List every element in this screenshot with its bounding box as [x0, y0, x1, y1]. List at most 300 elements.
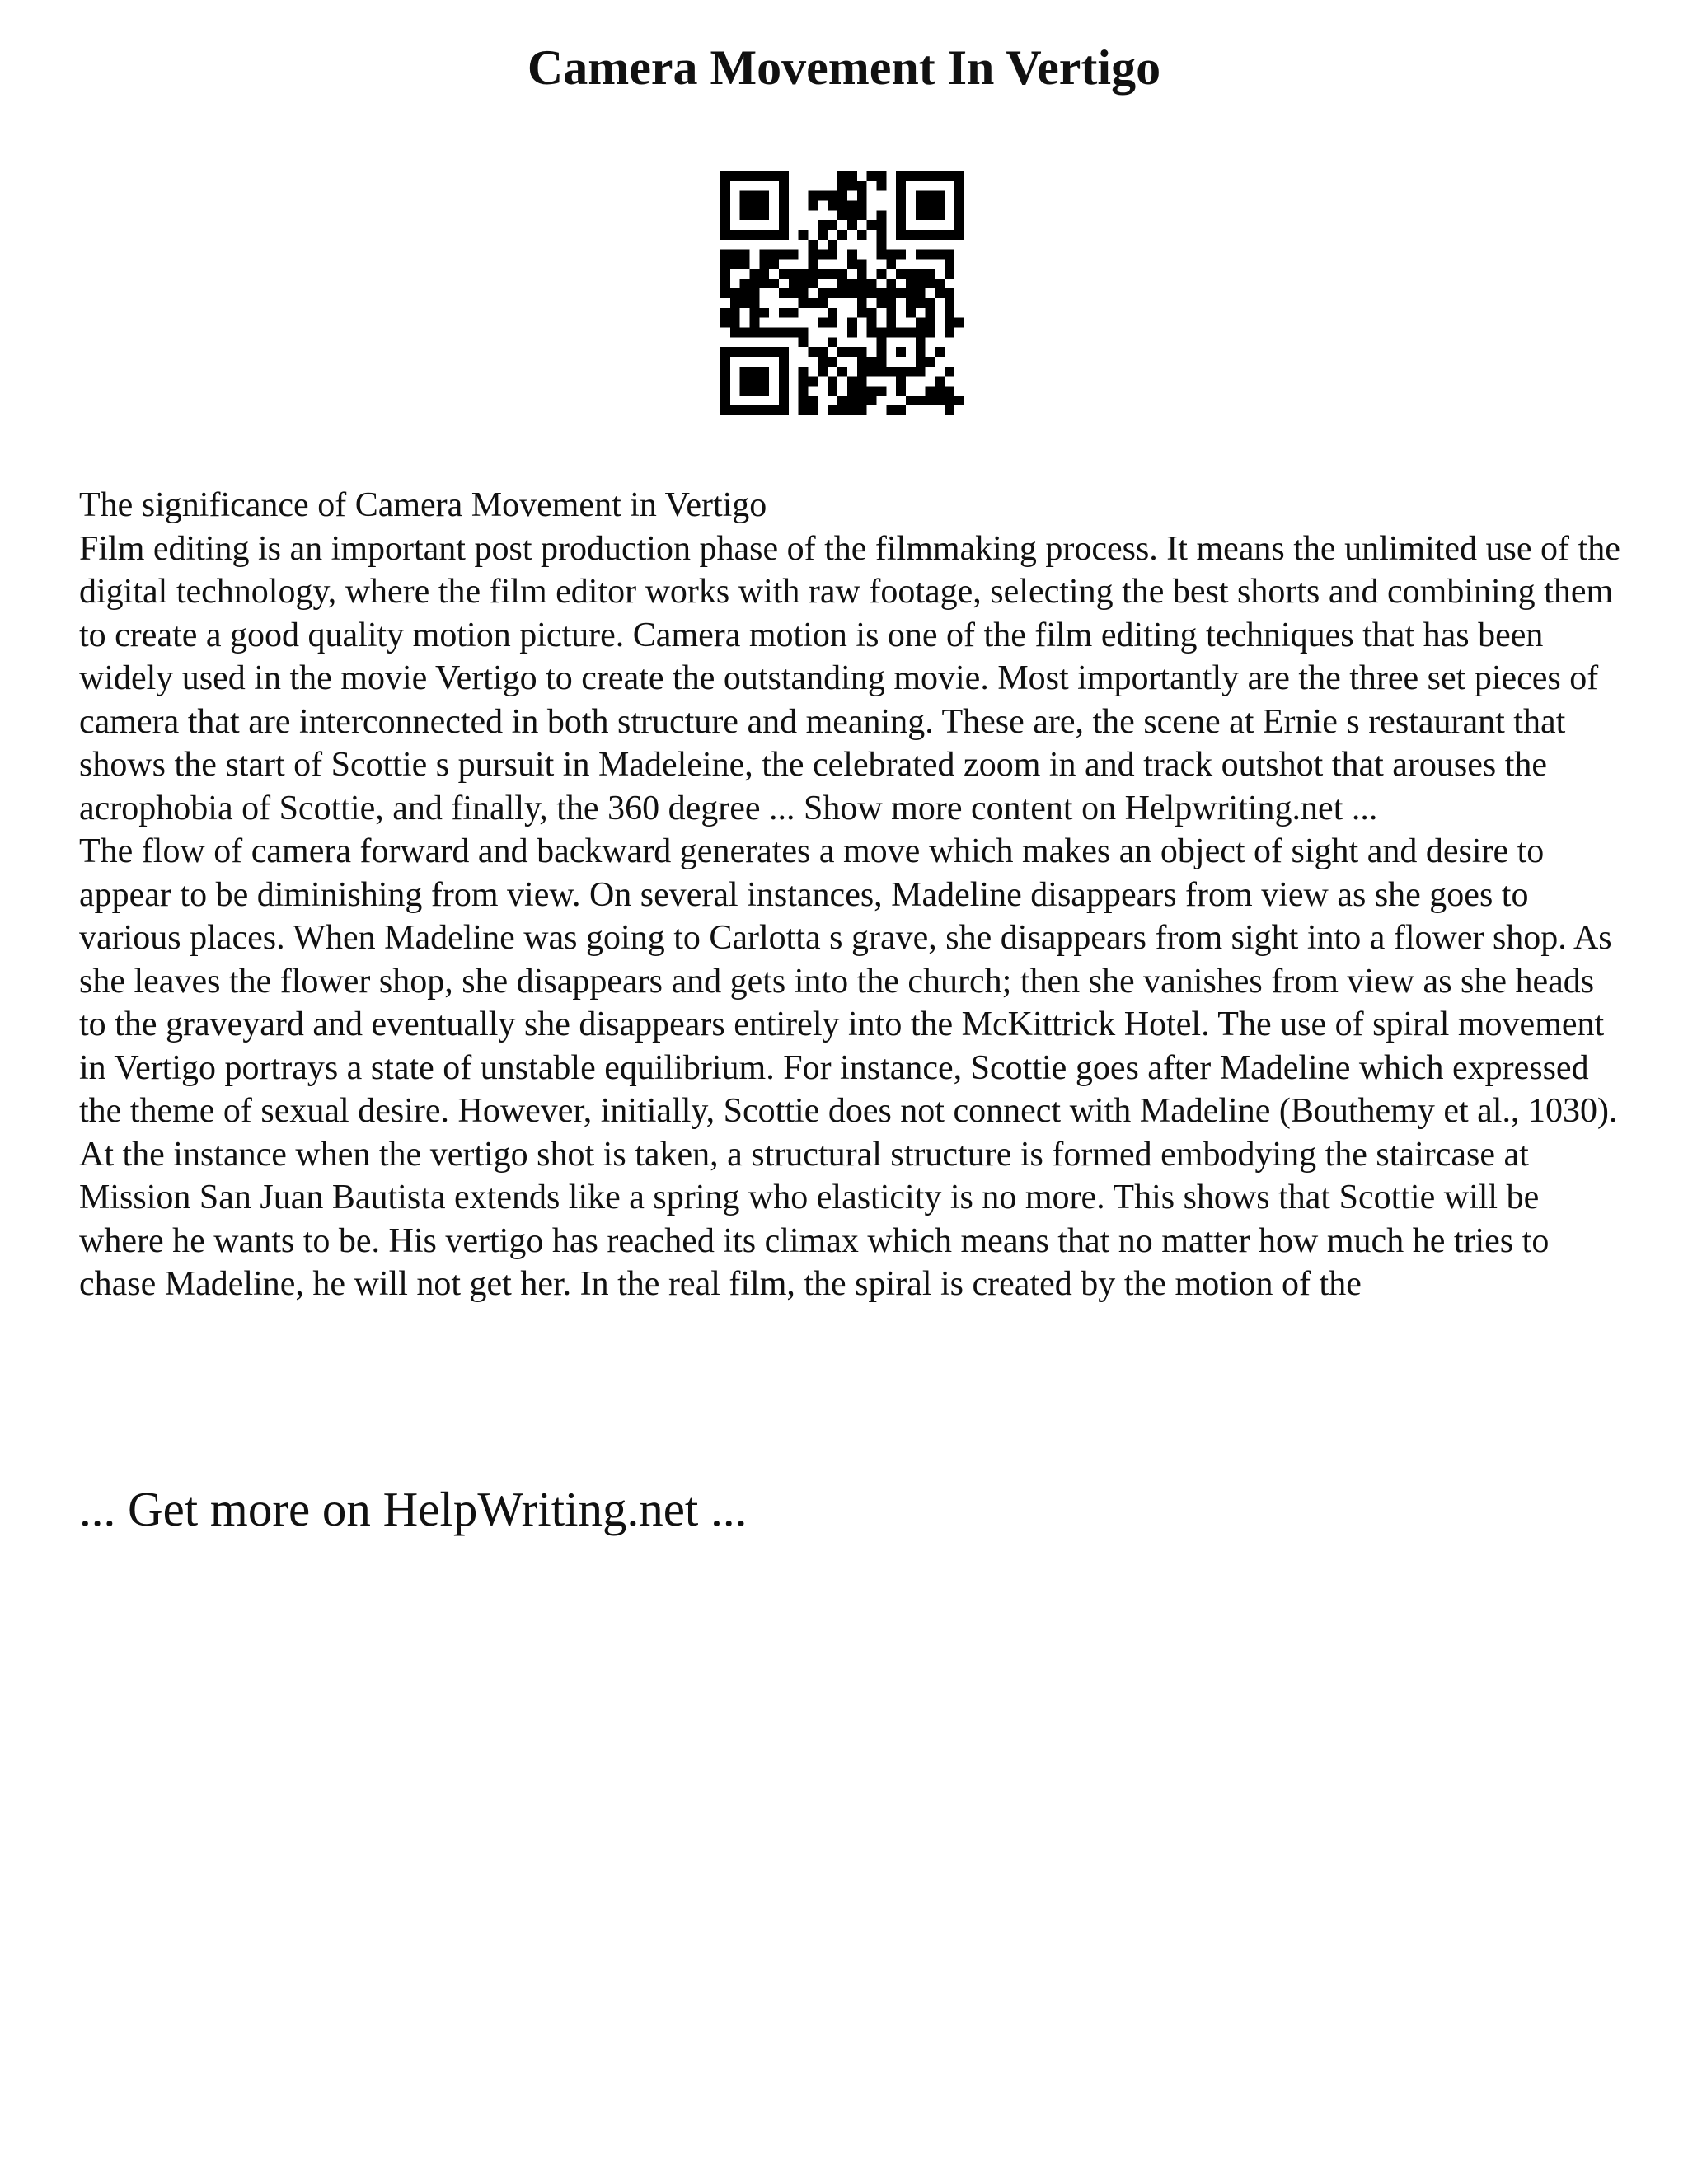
qr-module — [818, 347, 828, 357]
qr-module — [837, 347, 847, 357]
qr-module — [916, 201, 926, 211]
qr-module — [740, 347, 750, 357]
qr-module — [740, 250, 750, 260]
article-heading: The significance of Camera Movement in Vertigo — [79, 486, 767, 524]
qr-module — [945, 308, 954, 318]
qr-module — [818, 357, 828, 367]
qr-module — [945, 298, 954, 308]
qr-module — [720, 260, 730, 269]
qr-module — [926, 298, 935, 308]
qr-module — [759, 405, 769, 415]
qr-module — [896, 367, 906, 377]
qr-module — [886, 318, 896, 328]
qr-module — [906, 269, 916, 279]
qr-module — [916, 191, 926, 201]
qr-module — [759, 367, 769, 377]
qr-module — [935, 386, 945, 396]
qr-module — [809, 396, 818, 405]
qr-module — [886, 288, 896, 298]
qr-module — [809, 298, 818, 308]
qr-module — [837, 279, 847, 288]
qr-module — [926, 327, 935, 337]
qr-module — [857, 298, 867, 308]
qr-module — [876, 386, 886, 396]
qr-module — [876, 220, 886, 230]
qr-module — [876, 367, 886, 377]
paragraph: Film editing is an important post production phase of the filmmaking process. It means the unlimited use of the digital technology, where the film editor works with raw footage, selecting the best shorts and combining them to create a good quality motion picture. Camera motion is one of the film editing techniques that has been widely used in the movie Vertigo to create the outstanding movie. Most importantly are the three set pieces of camera that are interconnected in both structure and meaning. These are, the scene at Ernie s restaurant that shows the start of Scottie s pursuit in Madeleine, the celebrated zoom in and track outshot that arouses the acrophobia of Scottie, and finally, the 360 degree ... Show more content on Helpwriting.net ... — [79, 529, 1620, 827]
qr-module — [799, 298, 809, 308]
qr-module — [876, 327, 886, 337]
qr-module — [809, 347, 818, 357]
qr-module — [769, 405, 779, 415]
qr-module — [935, 191, 945, 201]
qr-module — [740, 260, 750, 269]
qr-module — [857, 260, 867, 269]
qr-module — [945, 405, 954, 415]
qr-module — [740, 171, 750, 181]
qr-module — [935, 171, 945, 181]
qr-module — [740, 191, 750, 201]
qr-module — [730, 318, 740, 328]
qr-module — [906, 308, 916, 318]
qr-module — [828, 220, 837, 230]
qr-module — [837, 396, 847, 405]
qr-module — [916, 327, 926, 337]
qr-module — [857, 308, 867, 318]
qr-module — [759, 210, 769, 220]
qr-module — [759, 386, 769, 396]
qr-module — [857, 357, 867, 367]
qr-module — [867, 288, 877, 298]
qr-module — [837, 171, 847, 181]
qr-module — [857, 269, 867, 279]
qr-module — [945, 250, 954, 260]
qr-module — [926, 210, 935, 220]
qr-module — [720, 191, 730, 201]
qr-module — [857, 191, 867, 201]
qr-module — [720, 250, 730, 260]
qr-module — [867, 220, 877, 230]
qr-module — [828, 377, 837, 387]
qr-module — [730, 298, 740, 308]
qr-module — [779, 357, 789, 367]
qr-module — [809, 201, 818, 211]
qr-module — [779, 367, 789, 377]
qr-module — [926, 318, 935, 328]
qr-module — [730, 308, 740, 318]
qr-module — [720, 367, 730, 377]
qr-module — [857, 181, 867, 191]
qr-module — [857, 210, 867, 220]
qr-module — [945, 386, 954, 396]
qr-module — [926, 386, 935, 396]
qr-module — [837, 201, 847, 211]
qr-module — [896, 230, 906, 240]
qr-module — [818, 288, 828, 298]
qr-module — [720, 181, 730, 191]
qr-module — [730, 405, 740, 415]
qr-module — [857, 230, 867, 240]
qr-module — [750, 405, 760, 415]
qr-module — [867, 279, 877, 288]
qr-module — [759, 269, 769, 279]
qr-module — [750, 269, 760, 279]
qr-module — [750, 210, 760, 220]
qr-module — [906, 396, 916, 405]
qr-module — [867, 396, 877, 405]
qr-module — [759, 308, 769, 318]
qr-module — [857, 201, 867, 211]
qr-module — [916, 347, 926, 357]
qr-module — [857, 288, 867, 298]
qr-module — [896, 288, 906, 298]
qr-module — [740, 298, 750, 308]
qr-module — [945, 171, 954, 181]
qr-module — [837, 367, 847, 377]
qr-module — [847, 396, 857, 405]
qr-module — [916, 396, 926, 405]
qr-module — [954, 181, 964, 191]
qr-module — [769, 260, 779, 269]
qr-module — [740, 230, 750, 240]
qr-module — [916, 298, 926, 308]
qr-module — [847, 347, 857, 357]
qr-module — [926, 230, 935, 240]
qr-module — [847, 210, 857, 220]
qr-module — [916, 288, 926, 298]
qr-module — [740, 377, 750, 387]
qr-module — [916, 337, 926, 347]
qr-module — [828, 405, 837, 415]
qr-module — [789, 327, 799, 337]
qr-module — [954, 230, 964, 240]
qr-module — [809, 269, 818, 279]
qr-module — [720, 171, 730, 181]
qr-module — [809, 377, 818, 387]
qr-module — [876, 230, 886, 240]
qr-module — [720, 405, 730, 415]
qr-module — [916, 318, 926, 328]
qr-module — [789, 269, 799, 279]
qr-module — [759, 171, 769, 181]
qr-module — [720, 347, 730, 357]
qr-module — [759, 260, 769, 269]
qr-module — [867, 367, 877, 377]
qr-module — [886, 405, 896, 415]
qr-module — [720, 210, 730, 220]
document-title: Camera Movement In Vertigo — [527, 40, 1161, 95]
qr-module — [916, 279, 926, 288]
qr-module — [935, 396, 945, 405]
qr-module — [867, 171, 877, 181]
qr-module — [730, 230, 740, 240]
qr-module — [906, 367, 916, 377]
qr-module — [945, 367, 954, 377]
qr-module — [954, 210, 964, 220]
qr-module — [818, 298, 828, 308]
qr-module — [759, 327, 769, 337]
qr-module — [837, 191, 847, 201]
qr-module — [935, 288, 945, 298]
qr-module — [935, 201, 945, 211]
qr-module — [740, 201, 750, 211]
qr-module — [896, 405, 906, 415]
qr-module — [945, 318, 954, 328]
qr-module — [750, 347, 760, 357]
qr-module — [720, 269, 730, 279]
qr-module — [886, 308, 896, 318]
qr-module — [759, 279, 769, 288]
qr-module — [769, 250, 779, 260]
qr-module — [730, 288, 740, 298]
qr-module — [720, 201, 730, 211]
qr-module — [828, 386, 837, 396]
qr-module — [740, 279, 750, 288]
qr-module — [896, 269, 906, 279]
qr-module — [896, 220, 906, 230]
qr-module — [759, 230, 769, 240]
qr-module — [759, 201, 769, 211]
qr-module — [916, 230, 926, 240]
qr-module — [916, 210, 926, 220]
qr-module — [926, 171, 935, 181]
qr-module — [857, 367, 867, 377]
qr-module — [847, 260, 857, 269]
qr-module — [926, 269, 935, 279]
qr-module — [750, 171, 760, 181]
qr-module — [769, 279, 779, 288]
qr-module — [876, 181, 886, 191]
qr-module — [828, 337, 837, 347]
qr-module — [935, 250, 945, 260]
qr-module — [740, 367, 750, 377]
qr-module — [779, 405, 789, 415]
qr-module — [926, 250, 935, 260]
qr-module — [916, 269, 926, 279]
qr-module — [828, 250, 837, 260]
qr-module — [896, 250, 906, 260]
qr-module — [896, 377, 906, 387]
qr-module — [876, 240, 886, 250]
qr-module — [876, 269, 886, 279]
qr-module — [818, 250, 828, 260]
qr-module — [779, 308, 789, 318]
qr-module — [779, 230, 789, 240]
qr-module — [847, 318, 857, 328]
qr-module — [799, 396, 809, 405]
qr-module — [896, 181, 906, 191]
qr-module — [847, 171, 857, 181]
paragraph: The flow of camera forward and backward generates a move which makes an object of sight and desire to appear to be diminishing from view. On several instances, Madeline disappears from view as she goes to various places. When Madeline was going to Carlotta s grave, she disappears from sight into a flower shop. As she leaves the flower shop, she disappears and gets into the church; then she vanishes from view as she heads to the graveyard and eventually she disappears entirely into the McKittrick Hotel. The use of spiral movement in Vertigo portrays a state of unstable equilibrium. For instance, Scottie goes after Madeline which expressed the theme of sexual desire. However, initially, Scottie does not connect with Madeline (Bouthemy et al., 1030). — [79, 832, 1618, 1130]
qr-module — [876, 250, 886, 260]
qr-module — [759, 250, 769, 260]
qr-module — [896, 210, 906, 220]
qr-module — [750, 318, 760, 328]
qr-module — [886, 327, 896, 337]
qr-module — [886, 298, 896, 308]
qr-code-icon — [720, 171, 964, 415]
qr-module — [857, 405, 867, 415]
qr-module — [945, 269, 954, 279]
qr-module — [750, 327, 760, 337]
qr-module — [857, 386, 867, 396]
qr-module — [799, 367, 809, 377]
qr-module — [867, 386, 877, 396]
qr-module — [867, 308, 877, 318]
qr-module — [740, 327, 750, 337]
qr-module — [847, 327, 857, 337]
qr-module — [847, 386, 857, 396]
qr-module — [720, 288, 730, 298]
qr-module — [906, 288, 916, 298]
qr-module — [828, 240, 837, 250]
get-more-link[interactable]: ... Get more on HelpWriting.net ... — [79, 1482, 748, 1536]
qr-module — [750, 201, 760, 211]
qr-module — [847, 288, 857, 298]
qr-module — [876, 171, 886, 181]
qr-module — [954, 191, 964, 201]
qr-module — [828, 318, 837, 328]
qr-module — [837, 288, 847, 298]
qr-module — [799, 269, 809, 279]
qr-module — [779, 210, 789, 220]
qr-module — [759, 347, 769, 357]
qr-module — [730, 250, 740, 260]
qr-module — [720, 357, 730, 367]
qr-module — [867, 327, 877, 337]
qr-module — [876, 357, 886, 367]
paragraph: At the instance when the vertigo shot is taken, a structural structure is formed embodying the staircase at Mission San Juan Bautista extends like a spring who elasticity is no more. This shows that Scottie will be where he wants to be. His vertigo has reached its climax which means that no matter how much he tries to chase Madeline, he will not get her. In the real film, the spiral is created by the motion of the — [79, 1135, 1550, 1303]
qr-module — [837, 210, 847, 220]
qr-module — [740, 210, 750, 220]
qr-module — [945, 260, 954, 269]
qr-module — [799, 386, 809, 396]
qr-module — [896, 327, 906, 337]
qr-module — [828, 201, 837, 211]
qr-module — [935, 279, 945, 288]
qr-module — [769, 171, 779, 181]
qr-module — [945, 230, 954, 240]
qr-module — [740, 405, 750, 415]
qr-module — [740, 386, 750, 396]
qr-module — [886, 260, 896, 269]
qr-module — [906, 327, 916, 337]
qr-module — [847, 250, 857, 260]
qr-module — [945, 327, 954, 337]
qr-module — [730, 171, 740, 181]
qr-module — [828, 191, 837, 201]
qr-module — [720, 386, 730, 396]
qr-module — [857, 279, 867, 288]
qr-module — [750, 377, 760, 387]
qr-module — [876, 298, 886, 308]
qr-module — [769, 230, 779, 240]
qr-module — [750, 288, 760, 298]
qr-module — [896, 386, 906, 396]
qr-module — [926, 201, 935, 211]
qr-module — [750, 298, 760, 308]
qr-module — [926, 308, 935, 318]
qr-module — [818, 318, 828, 328]
qr-module — [896, 201, 906, 211]
qr-module — [837, 405, 847, 415]
qr-module — [789, 250, 799, 260]
qr-module — [750, 386, 760, 396]
qr-module — [847, 279, 857, 288]
qr-module — [916, 171, 926, 181]
qr-module — [847, 377, 857, 387]
qr-module — [876, 347, 886, 357]
qr-module — [769, 347, 779, 357]
qr-module — [818, 230, 828, 240]
qr-module — [906, 230, 916, 240]
qr-module — [876, 210, 886, 220]
qr-module — [886, 250, 896, 260]
qr-module — [779, 171, 789, 181]
qr-module — [896, 191, 906, 201]
qr-module — [779, 191, 789, 201]
qr-module — [818, 191, 828, 201]
qr-module — [779, 377, 789, 387]
qr-module — [789, 308, 799, 318]
qr-module — [809, 279, 818, 288]
qr-module — [935, 210, 945, 220]
qr-module — [926, 396, 935, 405]
qr-module — [779, 327, 789, 337]
qr-module — [847, 405, 857, 415]
qr-module — [926, 357, 935, 367]
qr-module — [799, 405, 809, 415]
qr-module — [945, 288, 954, 298]
qr-module — [916, 357, 926, 367]
qr-module — [896, 171, 906, 181]
qr-module — [828, 357, 837, 367]
qr-module — [886, 279, 896, 288]
qr-module — [750, 279, 760, 288]
qr-module — [847, 220, 857, 230]
qr-module — [789, 288, 799, 298]
qr-module — [876, 288, 886, 298]
qr-module — [867, 357, 877, 367]
qr-module — [779, 269, 789, 279]
qr-module — [867, 318, 877, 328]
qr-module — [720, 318, 730, 328]
qr-module — [779, 181, 789, 191]
qr-module — [809, 260, 818, 269]
qr-module — [954, 318, 964, 328]
qr-module — [857, 377, 867, 387]
qr-module — [818, 367, 828, 377]
qr-module — [779, 386, 789, 396]
qr-module — [857, 347, 867, 357]
qr-module — [730, 327, 740, 337]
qr-module — [779, 347, 789, 357]
qr-module — [779, 288, 789, 298]
qr-module — [906, 171, 916, 181]
qr-module — [876, 337, 886, 347]
qr-module — [799, 279, 809, 288]
qr-module — [837, 230, 847, 240]
qr-module — [945, 396, 954, 405]
qr-module — [886, 367, 896, 377]
qr-module — [720, 396, 730, 405]
qr-module — [720, 230, 730, 240]
qr-module — [954, 220, 964, 230]
qr-module — [809, 240, 818, 250]
qr-module — [809, 250, 818, 260]
qr-module — [750, 367, 760, 377]
qr-module — [779, 396, 789, 405]
